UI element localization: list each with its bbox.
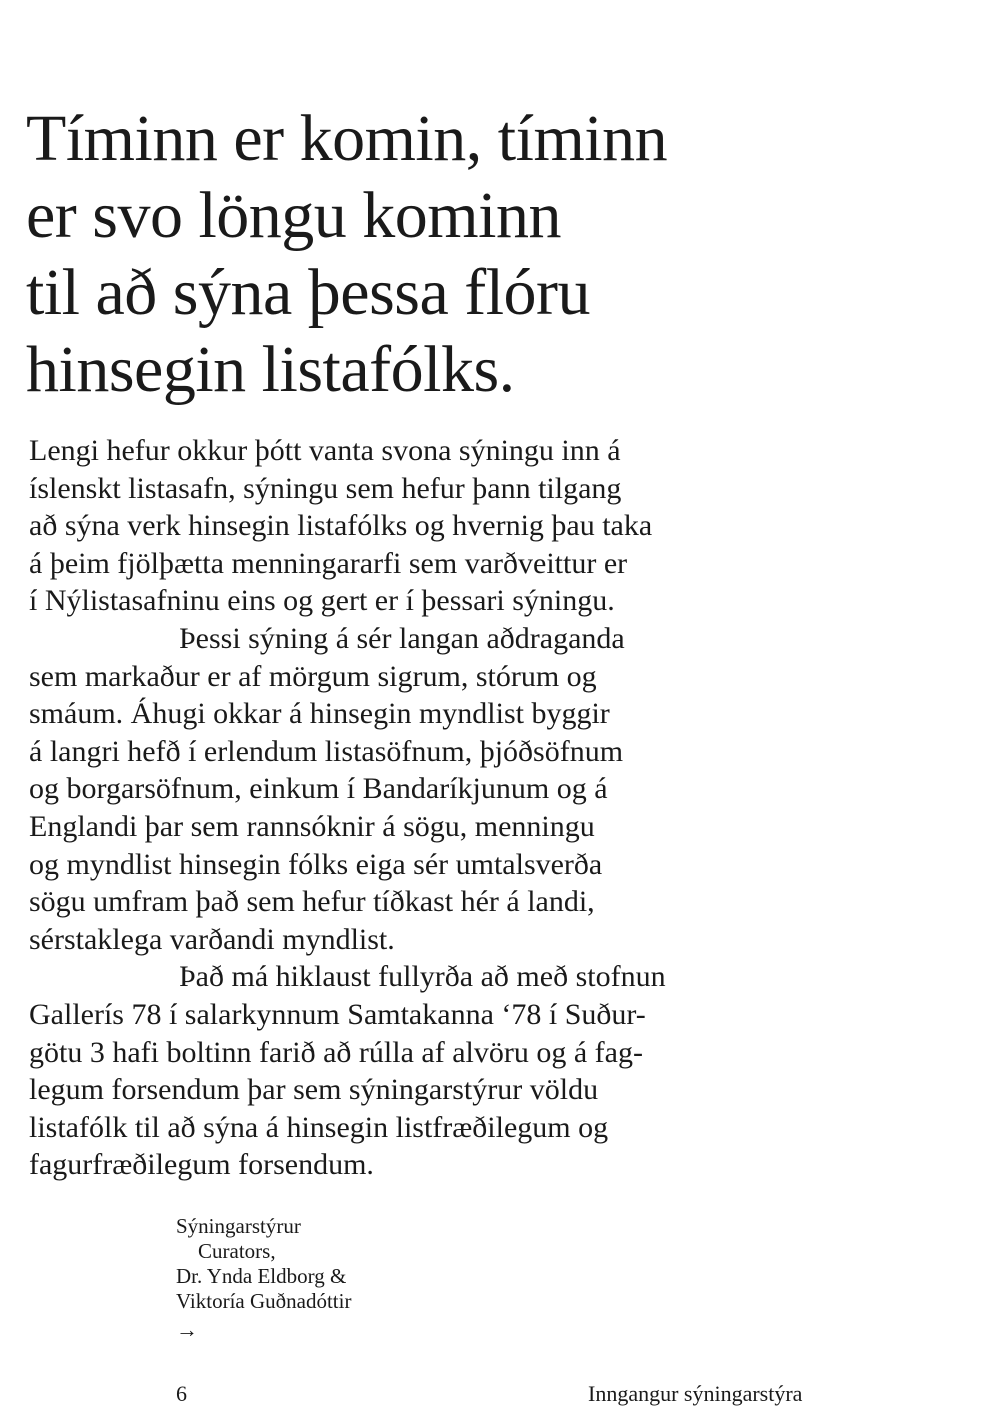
text-line: Það má hiklaust fullyrða að með stofnun: [179, 960, 666, 994]
paragraph-1: [29, 432, 789, 620]
page-number: 6: [176, 1381, 187, 1406]
text-line: Þessi sýning á sér langan aðdraganda: [179, 621, 625, 655]
section-title: Inngangur sýningarstýra: [588, 1381, 803, 1406]
credit-name: Viktoría Guðnadóttir: [176, 1289, 352, 1313]
headline-line: er svo löngu kominn: [26, 179, 561, 252]
credit-name: Dr. Ynda Eldborg &: [176, 1264, 347, 1288]
curator-credits: [176, 1214, 351, 1344]
credit-role-english: Curators,: [198, 1239, 276, 1263]
text-line: legum forsendum þar sem sýningarstýrur völdu: [29, 1073, 599, 1107]
text-line: íslenskt listasafn, sýningu sem hefur þann tilgang: [29, 471, 622, 505]
text-line: Lengi hefur okkur þótt vanta svona sýningu inn á: [29, 434, 621, 467]
text-line: og borgarsöfnum, einkum í Bandaríkjunum og á: [29, 772, 608, 806]
text-line: smáum. Áhugi okkar á hinsegin myndlist byggir: [29, 697, 610, 731]
text-line: í Nýlistasafninu eins og gert er í þessari sýningu.: [29, 584, 615, 618]
text-line: listafólk til að sýna á hinsegin listfræðilegum og: [29, 1110, 609, 1144]
text-line: sérstaklega varðandi myndlist.: [29, 922, 395, 956]
text-line: sem markaður er af mörgum sigrum, stórum og: [29, 659, 597, 693]
paragraph-2: [29, 620, 789, 958]
text-line: og myndlist hinsegin fólks eiga sér umtalsverða: [29, 847, 603, 881]
headline-line: Tíminn er komin, tíminn: [26, 102, 668, 175]
text-line: á þeim fjölþætta menningararfi sem varðveittur er: [29, 546, 628, 580]
body-text: [29, 432, 789, 1184]
text-line: að sýna verk hinsegin listafólks og hvernig þau taka: [29, 509, 653, 543]
text-line: á langri hefð í erlendum listasöfnum, þjóðsöfnum: [29, 734, 624, 768]
text-line: götu 3 hafi boltinn farið að rúlla af alvöru og á fag-: [29, 1035, 643, 1069]
text-line: Gallerís 78 í salarkynnum Samtakanna ‘78 í Suður-: [29, 997, 646, 1031]
headline-line: hinsegin listafólks.: [26, 333, 515, 406]
headline-line: til að sýna þessa flóru: [26, 256, 591, 329]
paragraph-3: [29, 958, 789, 1184]
text-line: sögu umfram það sem hefur tíðkast hér á landi,: [29, 885, 595, 919]
credit-role-icelandic: Sýningarstýrur: [176, 1214, 301, 1238]
arrow-right-icon: →: [176, 1317, 198, 1342]
text-line: fagurfræðilegum forsendum.: [29, 1148, 374, 1182]
headline: [26, 100, 786, 408]
text-line: Englandi þar sem rannsóknir á sögu, menningu: [29, 809, 595, 843]
